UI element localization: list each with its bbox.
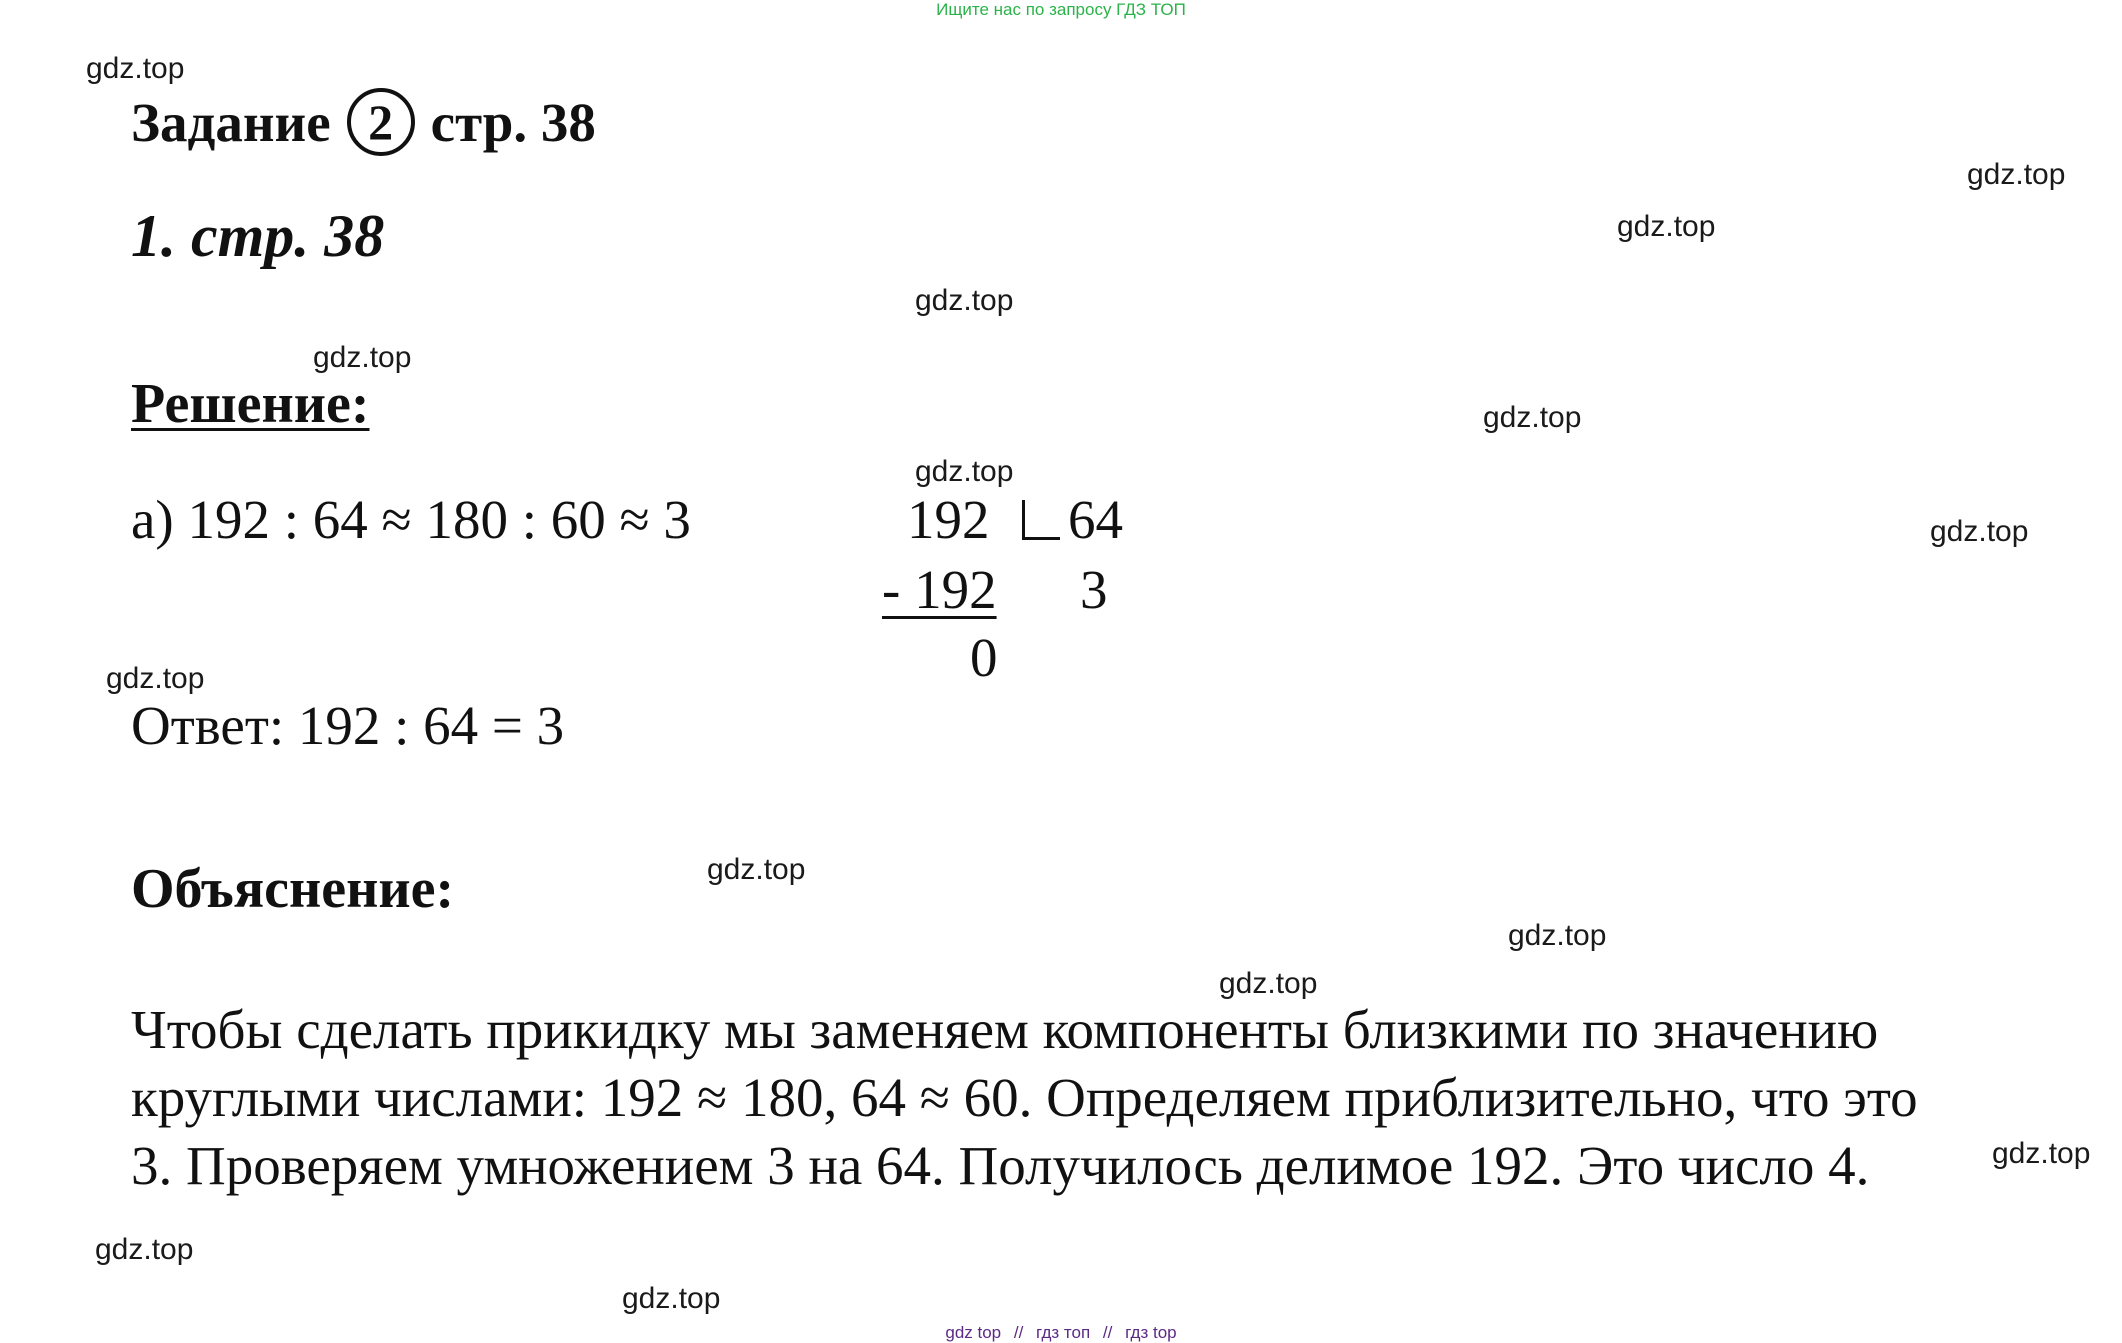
explanation-line: Чтобы сделать прикидку мы заменяем компоненты близкими по значению xyxy=(131,999,1879,1060)
footer-link[interactable]: гдз топ xyxy=(1036,1323,1091,1342)
task-label: Задание xyxy=(131,91,331,153)
watermark: gdz.top xyxy=(622,1282,721,1315)
watermark: gdz.top xyxy=(95,1233,194,1266)
task-number-circle: 2 xyxy=(347,88,415,156)
footer-link[interactable]: gdz top xyxy=(945,1323,1002,1342)
search-hint-banner: Ищите нас по запросу ГДЗ ТОП xyxy=(936,0,1186,19)
solution-heading: Решение: xyxy=(131,373,370,435)
exercise-title: 1. стр. 38 xyxy=(131,203,385,269)
watermark: gdz.top xyxy=(1483,401,1582,434)
watermark: gdz.top xyxy=(1617,210,1716,243)
explanation-line: круглыми числами: 192 ≈ 180, 64 ≈ 60. Определяем приблизительно, что это xyxy=(131,1067,1918,1128)
watermark: gdz.top xyxy=(313,341,412,374)
long-division-bracket xyxy=(1022,500,1060,540)
watermark: gdz.top xyxy=(915,284,1014,317)
long-division-subtrahend: - 192 xyxy=(882,559,997,620)
watermark: gdz.top xyxy=(707,853,806,886)
watermark: gdz.top xyxy=(106,662,205,695)
watermark: gdz.top xyxy=(1930,515,2029,548)
footer-separator: // xyxy=(1013,1323,1024,1342)
watermark: gdz.top xyxy=(1219,967,1318,1000)
watermark: gdz.top xyxy=(1992,1137,2091,1170)
explanation-paragraph xyxy=(131,996,2091,1200)
estimate-line: а) 192 : 64 ≈ 180 : 60 ≈ 3 xyxy=(131,489,691,550)
footer-separator: // xyxy=(1102,1323,1113,1342)
footer-links xyxy=(0,1323,2122,1343)
long-division-quotient: 3 xyxy=(1080,559,1108,620)
long-division-divisor: 64 xyxy=(1068,489,1123,550)
long-division-remainder: 0 xyxy=(970,627,998,688)
task-heading xyxy=(131,88,596,156)
watermark: gdz.top xyxy=(1967,158,2066,191)
watermark: gdz.top xyxy=(86,52,185,85)
task-page: стр. 38 xyxy=(430,91,596,153)
long-division-dividend: 192 xyxy=(907,489,990,550)
explanation-line: 3. Проверяем умножением 3 на 64. Получилось делимое 192. Это число 4. xyxy=(131,1135,1870,1196)
explanation-heading: Объяснение: xyxy=(131,858,455,920)
watermark: gdz.top xyxy=(915,455,1014,488)
answer-line: Ответ: 192 : 64 = 3 xyxy=(131,695,565,756)
footer-link[interactable]: гдз top xyxy=(1125,1323,1177,1342)
watermark: gdz.top xyxy=(1508,919,1607,952)
